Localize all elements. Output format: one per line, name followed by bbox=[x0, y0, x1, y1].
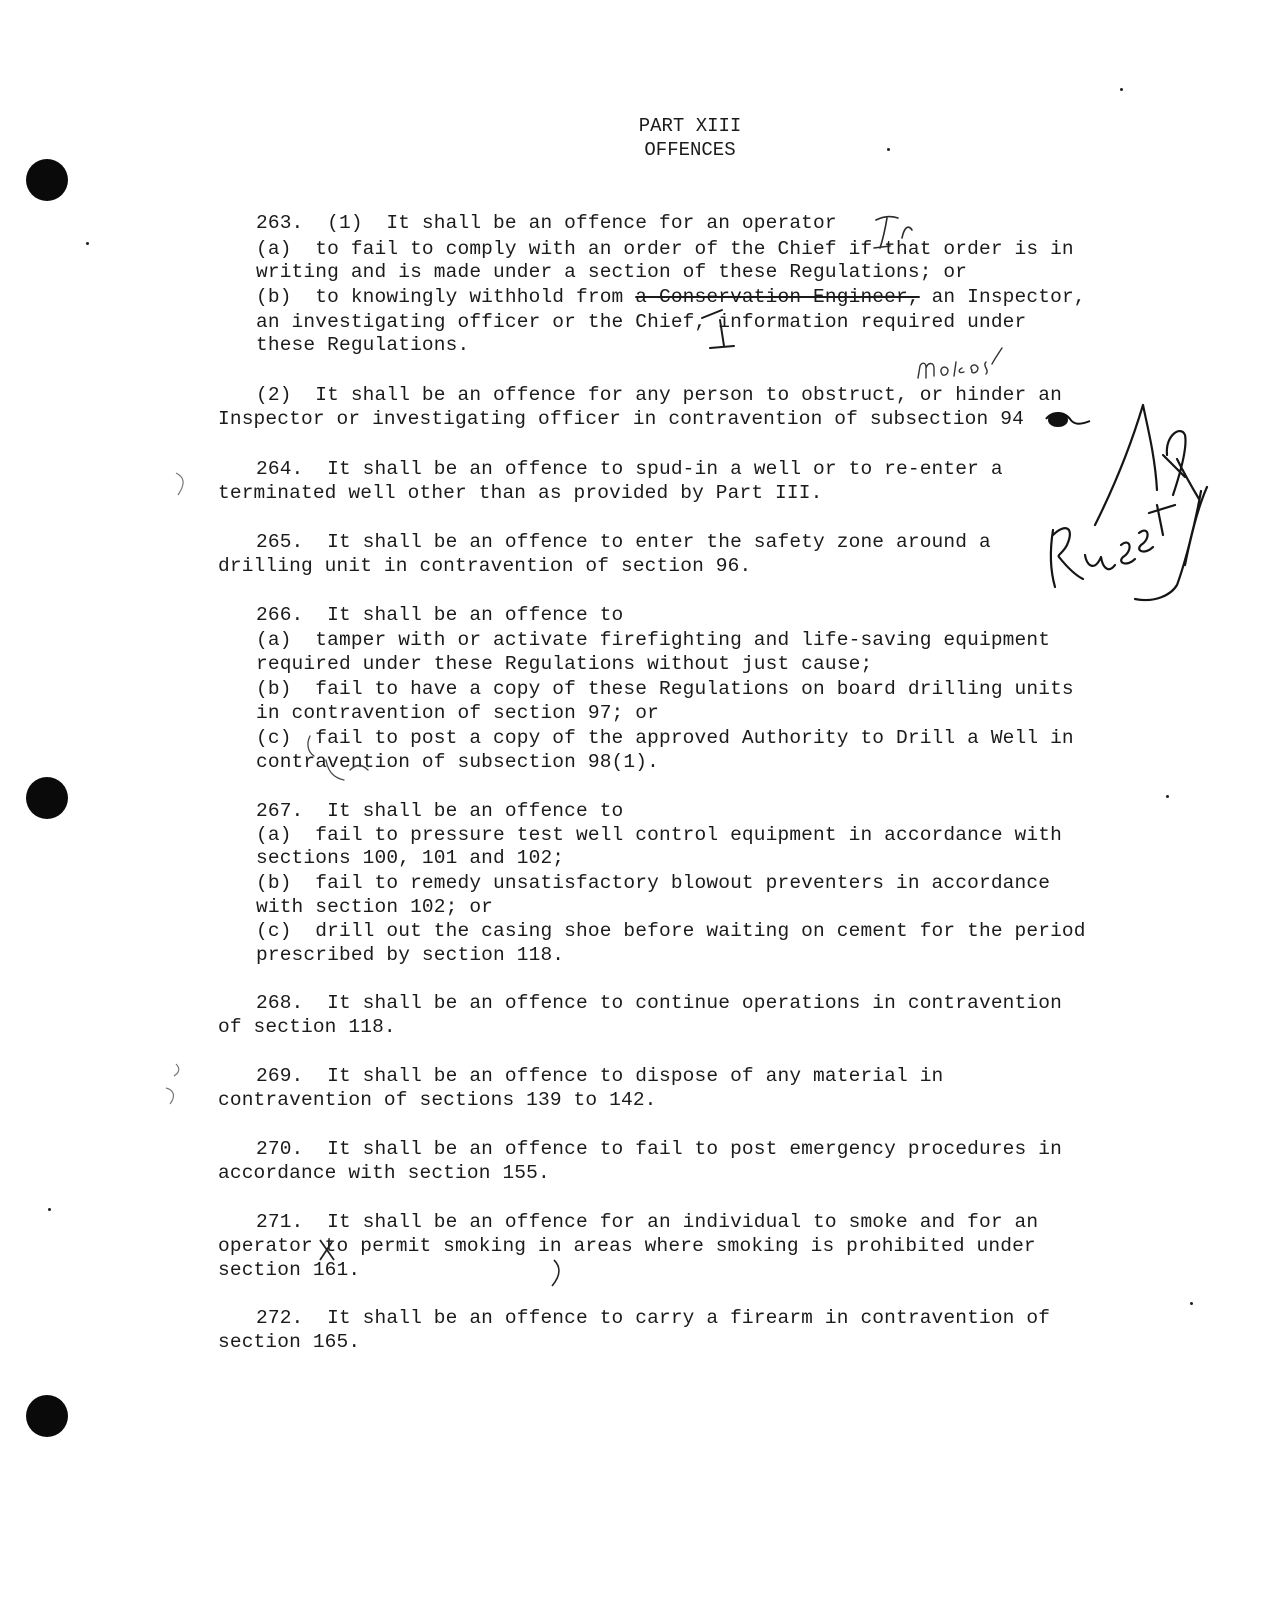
s267-line-6: (c) drill out the casing shoe before waiting on cement for the period bbox=[256, 920, 1086, 942]
margin-tick-269 bbox=[156, 1058, 196, 1108]
s266-line-3: required under these Regulations without just cause; bbox=[256, 653, 873, 675]
s264-line-1: 264. It shall be an offence to spud-in a well or to re-enter a bbox=[256, 458, 1003, 480]
s267-line-3: sections 100, 101 and 102; bbox=[256, 847, 565, 869]
s266-line-2: (a) tamper with or activate firefighting and life-saving equipment bbox=[256, 629, 1051, 651]
part-title: OFFENCES bbox=[644, 139, 736, 161]
handwritten-note bbox=[912, 338, 1022, 388]
ink-scribble bbox=[1040, 405, 1100, 435]
punch-hole-bottom bbox=[26, 1395, 68, 1437]
s264-line-2: terminated well other than as provided by Part III. bbox=[218, 482, 823, 504]
s263-line-4 bbox=[256, 285, 1086, 309]
s266-line-4: (b) fail to have a copy of these Regulations on board drilling units bbox=[256, 678, 1074, 700]
s266-line-6: (c) fail to post a copy of the approved Authority to Drill a Well in bbox=[256, 727, 1074, 749]
s268-line-1: 268. It shall be an offence to continue operations in contravention bbox=[256, 992, 1062, 1014]
s269-line-1: 269. It shall be an offence to dispose of any material in bbox=[256, 1065, 944, 1087]
s271-line-3: section 161. bbox=[218, 1259, 361, 1281]
s272-line-2: section 165. bbox=[218, 1331, 361, 1353]
speck bbox=[86, 242, 89, 245]
s263-line-6: these Regulations. bbox=[256, 334, 470, 356]
s265-line-1: 265. It shall be an offence to enter the safety zone around a bbox=[256, 531, 991, 553]
s266-line-7: contravention of subsection 98(1). bbox=[256, 751, 659, 773]
s263-2-line-2: Inspector or investigating officer in contravention of subsection 94 bbox=[218, 408, 1024, 430]
s266-line-1: 266. It shall be an offence to bbox=[256, 604, 624, 626]
s270-line-2: accordance with section 155. bbox=[218, 1162, 550, 1184]
s269-line-2: contravention of sections 139 to 142. bbox=[218, 1089, 657, 1111]
s263-line-2: (a) to fail to comply with an order of the Chief if that order is in bbox=[256, 238, 1074, 260]
struck-text: a Conservation Engineer, bbox=[635, 286, 920, 308]
s263-line-5: an investigating officer or the Chief, information required under bbox=[256, 311, 1027, 333]
speck bbox=[887, 148, 890, 151]
margin-tick-264 bbox=[168, 465, 208, 505]
correction-mark-smoking bbox=[540, 1256, 580, 1296]
speck bbox=[48, 1208, 51, 1211]
s263-2-line-1: (2) It shall be an offence for any person to obstruct, or hinder an bbox=[256, 384, 1062, 406]
speck bbox=[1120, 88, 1123, 91]
punch-hole-middle bbox=[26, 777, 68, 819]
s270-line-1: 270. It shall be an offence to fail to post emergency procedures in bbox=[256, 1138, 1062, 1160]
s263-line-4-end: an Inspector, bbox=[919, 286, 1086, 308]
s267-line-1: 267. It shall be an offence to bbox=[256, 800, 624, 822]
s263-line-3: writing and is made under a section of these Regulations; or bbox=[256, 261, 968, 283]
s263-line-1: 263. (1) It shall be an offence for an operator bbox=[256, 212, 837, 234]
part-heading: PART XIII bbox=[638, 115, 742, 137]
s267-line-7: prescribed by section 118. bbox=[256, 944, 565, 966]
speck bbox=[1190, 1302, 1193, 1305]
punch-hole-top bbox=[26, 159, 68, 201]
s271-line-1: 271. It shall be an offence for an individual to smoke and for an bbox=[256, 1211, 1039, 1233]
speck bbox=[1166, 795, 1169, 798]
s267-line-5: with section 102; or bbox=[256, 896, 494, 918]
handwritten-signature bbox=[1035, 395, 1215, 615]
s265-line-2: drilling unit in contravention of section 96. bbox=[218, 555, 752, 577]
s272-line-1: 272. It shall be an offence to carry a firearm in contravention of bbox=[256, 1307, 1051, 1329]
s271-line-2: operator to permit smoking in areas where smoking is prohibited under bbox=[218, 1235, 1036, 1257]
s266-line-5: in contravention of section 97; or bbox=[256, 702, 659, 724]
s267-line-2: (a) fail to pressure test well control equipment in accordance with bbox=[256, 824, 1062, 846]
s268-line-2: of section 118. bbox=[218, 1016, 396, 1038]
s267-line-4: (b) fail to remedy unsatisfactory blowout preventers in accordance bbox=[256, 872, 1051, 894]
s263-line-4-start: (b) to knowingly withhold from bbox=[256, 286, 636, 308]
